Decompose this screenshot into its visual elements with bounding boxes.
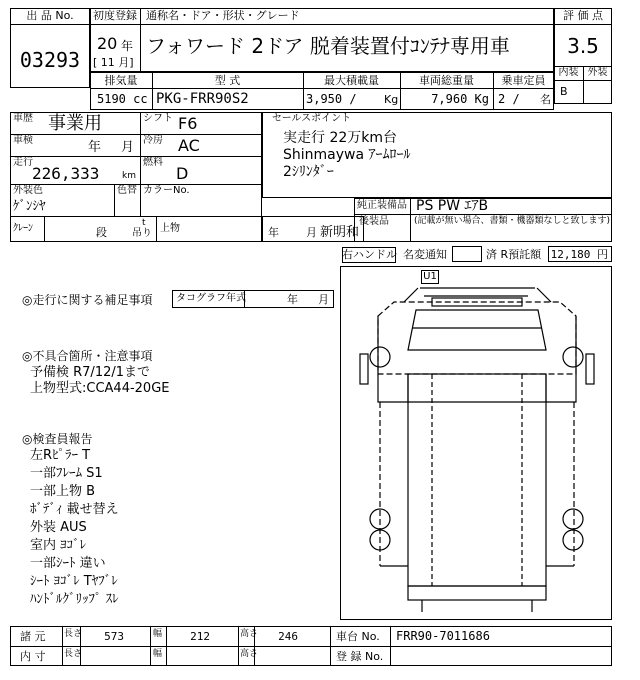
sales-points-label: セールスポイント bbox=[272, 113, 352, 124]
ac-value: AC bbox=[178, 136, 200, 155]
body-label: 上物 bbox=[160, 223, 180, 234]
inspector-line: ﾊﾝﾄﾞﾙｸﾞﾘｯﾌﾟ ｽﾚ bbox=[30, 592, 119, 607]
inspection-month: 月 bbox=[121, 140, 135, 155]
color-no-label: カラーNo. bbox=[143, 185, 190, 196]
ext-color-value: ｹﾞﾝｼﾔ bbox=[13, 199, 46, 214]
aftermarket-note: (記載が無い場合、書類・機器類なしと致します) bbox=[414, 216, 611, 226]
displacement: 5190 cc bbox=[97, 92, 148, 106]
width-label: 幅 bbox=[153, 649, 163, 659]
crane-stage: 段 bbox=[96, 226, 107, 239]
height-label: 高さ bbox=[240, 649, 259, 659]
length-label: 長さ bbox=[64, 629, 83, 639]
inspector-line: 一部ﾌﾚｰﾑ S1 bbox=[30, 466, 103, 481]
fuel-value: D bbox=[176, 164, 189, 183]
inspector-line: 一部上物 B bbox=[30, 484, 96, 499]
color-change-label: 色替 bbox=[117, 185, 137, 196]
width-label: 幅 bbox=[153, 629, 163, 639]
crane-label: ｸﾚｰﾝ bbox=[13, 223, 33, 234]
running-notes-label: ◎走行に関する補足事項 bbox=[22, 293, 153, 307]
dims-label: 諸 元 bbox=[20, 630, 46, 643]
model-name: フォワード 2ドア 脱着装置付ｺﾝﾃﾅ専用車 bbox=[146, 34, 510, 58]
truck-diagram bbox=[340, 266, 612, 620]
lot-label: 出 品 No. bbox=[26, 9, 74, 22]
height-value: 246 bbox=[278, 630, 298, 643]
defect-label: ◎不具合箇所・注意事項 bbox=[22, 349, 153, 363]
gross-weight-label: 車両総重量 bbox=[419, 74, 474, 87]
inspector-line: 左Rﾋﾟﾗｰ T bbox=[30, 448, 91, 463]
body-month: 月 bbox=[306, 226, 317, 239]
mileage-unit: km bbox=[122, 171, 136, 181]
max-load-unit: Kg bbox=[384, 93, 399, 106]
lot-number: 03293 bbox=[19, 48, 81, 72]
tacho-label: タコグラフ年式 bbox=[176, 293, 246, 304]
inspector-line: ｼｰﾄ ﾖｺﾞﾚ Tﾔﾌﾞﾚ bbox=[30, 574, 118, 589]
max-load-label: 最大積載量 bbox=[324, 74, 379, 87]
first-reg-label: 初度登録 bbox=[93, 9, 137, 22]
score-value: 3.5 bbox=[567, 34, 599, 58]
reg-month: [ 11 月] bbox=[93, 56, 134, 69]
exterior-label: 外装 bbox=[587, 67, 608, 78]
reg-year: 20 bbox=[97, 34, 118, 53]
max-load: 3,950 / bbox=[306, 92, 357, 106]
ac-label: 冷房 bbox=[143, 135, 163, 146]
inspector-line: 一部ｼｰﾄ 違い bbox=[30, 556, 106, 571]
name-label: 通称名・ドア・形状・グレード bbox=[146, 9, 300, 22]
crane-lift: 吊り bbox=[132, 228, 152, 239]
history-value: 事業用 bbox=[48, 113, 102, 134]
chassis-label: 車台 No. bbox=[336, 630, 380, 643]
ext-color-label: 外装色 bbox=[13, 185, 43, 196]
recycle-label: 済 R預託額 bbox=[486, 248, 542, 261]
reg-year-unit: 年 bbox=[121, 39, 134, 53]
defect-line: 予備検 R7/12/1まで bbox=[30, 365, 151, 380]
length-value: 573 bbox=[104, 630, 124, 643]
genuine-label: 純正装備品 bbox=[357, 200, 407, 211]
mileage-label: 走行 bbox=[13, 157, 33, 168]
score-label: 評 価 点 bbox=[563, 9, 603, 22]
name-change-label: 名変通知 bbox=[403, 248, 447, 261]
displacement-label: 排気量 bbox=[104, 74, 138, 87]
body-maker: 新明和 bbox=[320, 225, 360, 240]
width-value: 212 bbox=[190, 630, 210, 643]
diagram-marker-label: U1 bbox=[423, 271, 437, 282]
body-year: 年 bbox=[268, 226, 279, 239]
shift-value: F6 bbox=[178, 114, 198, 133]
aftermarket-label: 後装品 bbox=[359, 216, 389, 227]
capacity-unit: 名 bbox=[540, 93, 551, 106]
interior-label: 内装 bbox=[558, 67, 579, 78]
recycle-amount: 12,180 円 bbox=[550, 248, 608, 261]
inspector-label: ◎検査員報告 bbox=[22, 432, 93, 446]
sales-point-line: 2ｼﾘﾝﾀﾞｰ bbox=[283, 164, 334, 180]
genuine-equipment: PS PW ｴｱB bbox=[416, 198, 489, 214]
sales-point-line: 実走行 22万km台 bbox=[283, 130, 398, 146]
crane-ton: t bbox=[142, 218, 146, 228]
inspection-label: 車検 bbox=[13, 135, 33, 146]
interior-dims-label: 内 寸 bbox=[20, 650, 46, 663]
tacho-month: 月 bbox=[318, 293, 329, 306]
shift-label: シフト bbox=[143, 113, 173, 124]
height-label: 高さ bbox=[240, 629, 259, 639]
rhd-label: 右ハンドル bbox=[342, 248, 397, 261]
model-code: PKG-FRR90S2 bbox=[156, 91, 249, 107]
chassis-value: FRR90-7011686 bbox=[396, 629, 490, 643]
sales-point-line: Shinmaywa ｱｰﾑﾛｰﾙ bbox=[283, 147, 411, 163]
mileage-value: 226,333 bbox=[32, 164, 100, 183]
model-label: 型 式 bbox=[214, 74, 241, 87]
fuel-label: 燃料 bbox=[143, 157, 163, 168]
reg-no-label: 登 録 No. bbox=[336, 650, 384, 663]
capacity-label: 乗車定員 bbox=[501, 74, 546, 87]
name-change-box bbox=[452, 246, 482, 262]
defect-line: 上物型式:CCA44-20GE bbox=[30, 381, 170, 396]
inspection-year: 年 bbox=[88, 140, 102, 155]
history-label: 車歴 bbox=[13, 113, 33, 124]
gross-weight: 7,960 Kg bbox=[431, 92, 489, 106]
capacity: 2 / bbox=[498, 92, 520, 106]
interior-grade: B bbox=[560, 85, 568, 98]
length-label: 長さ bbox=[64, 649, 83, 659]
inspector-line: ﾎﾞﾃﾞｨ 載せ替え bbox=[30, 502, 119, 517]
inspector-line: 室内 ﾖｺﾞﾚ bbox=[30, 538, 87, 553]
inspector-line: 外装 AUS bbox=[30, 520, 87, 535]
tacho-year: 年 bbox=[287, 293, 298, 306]
